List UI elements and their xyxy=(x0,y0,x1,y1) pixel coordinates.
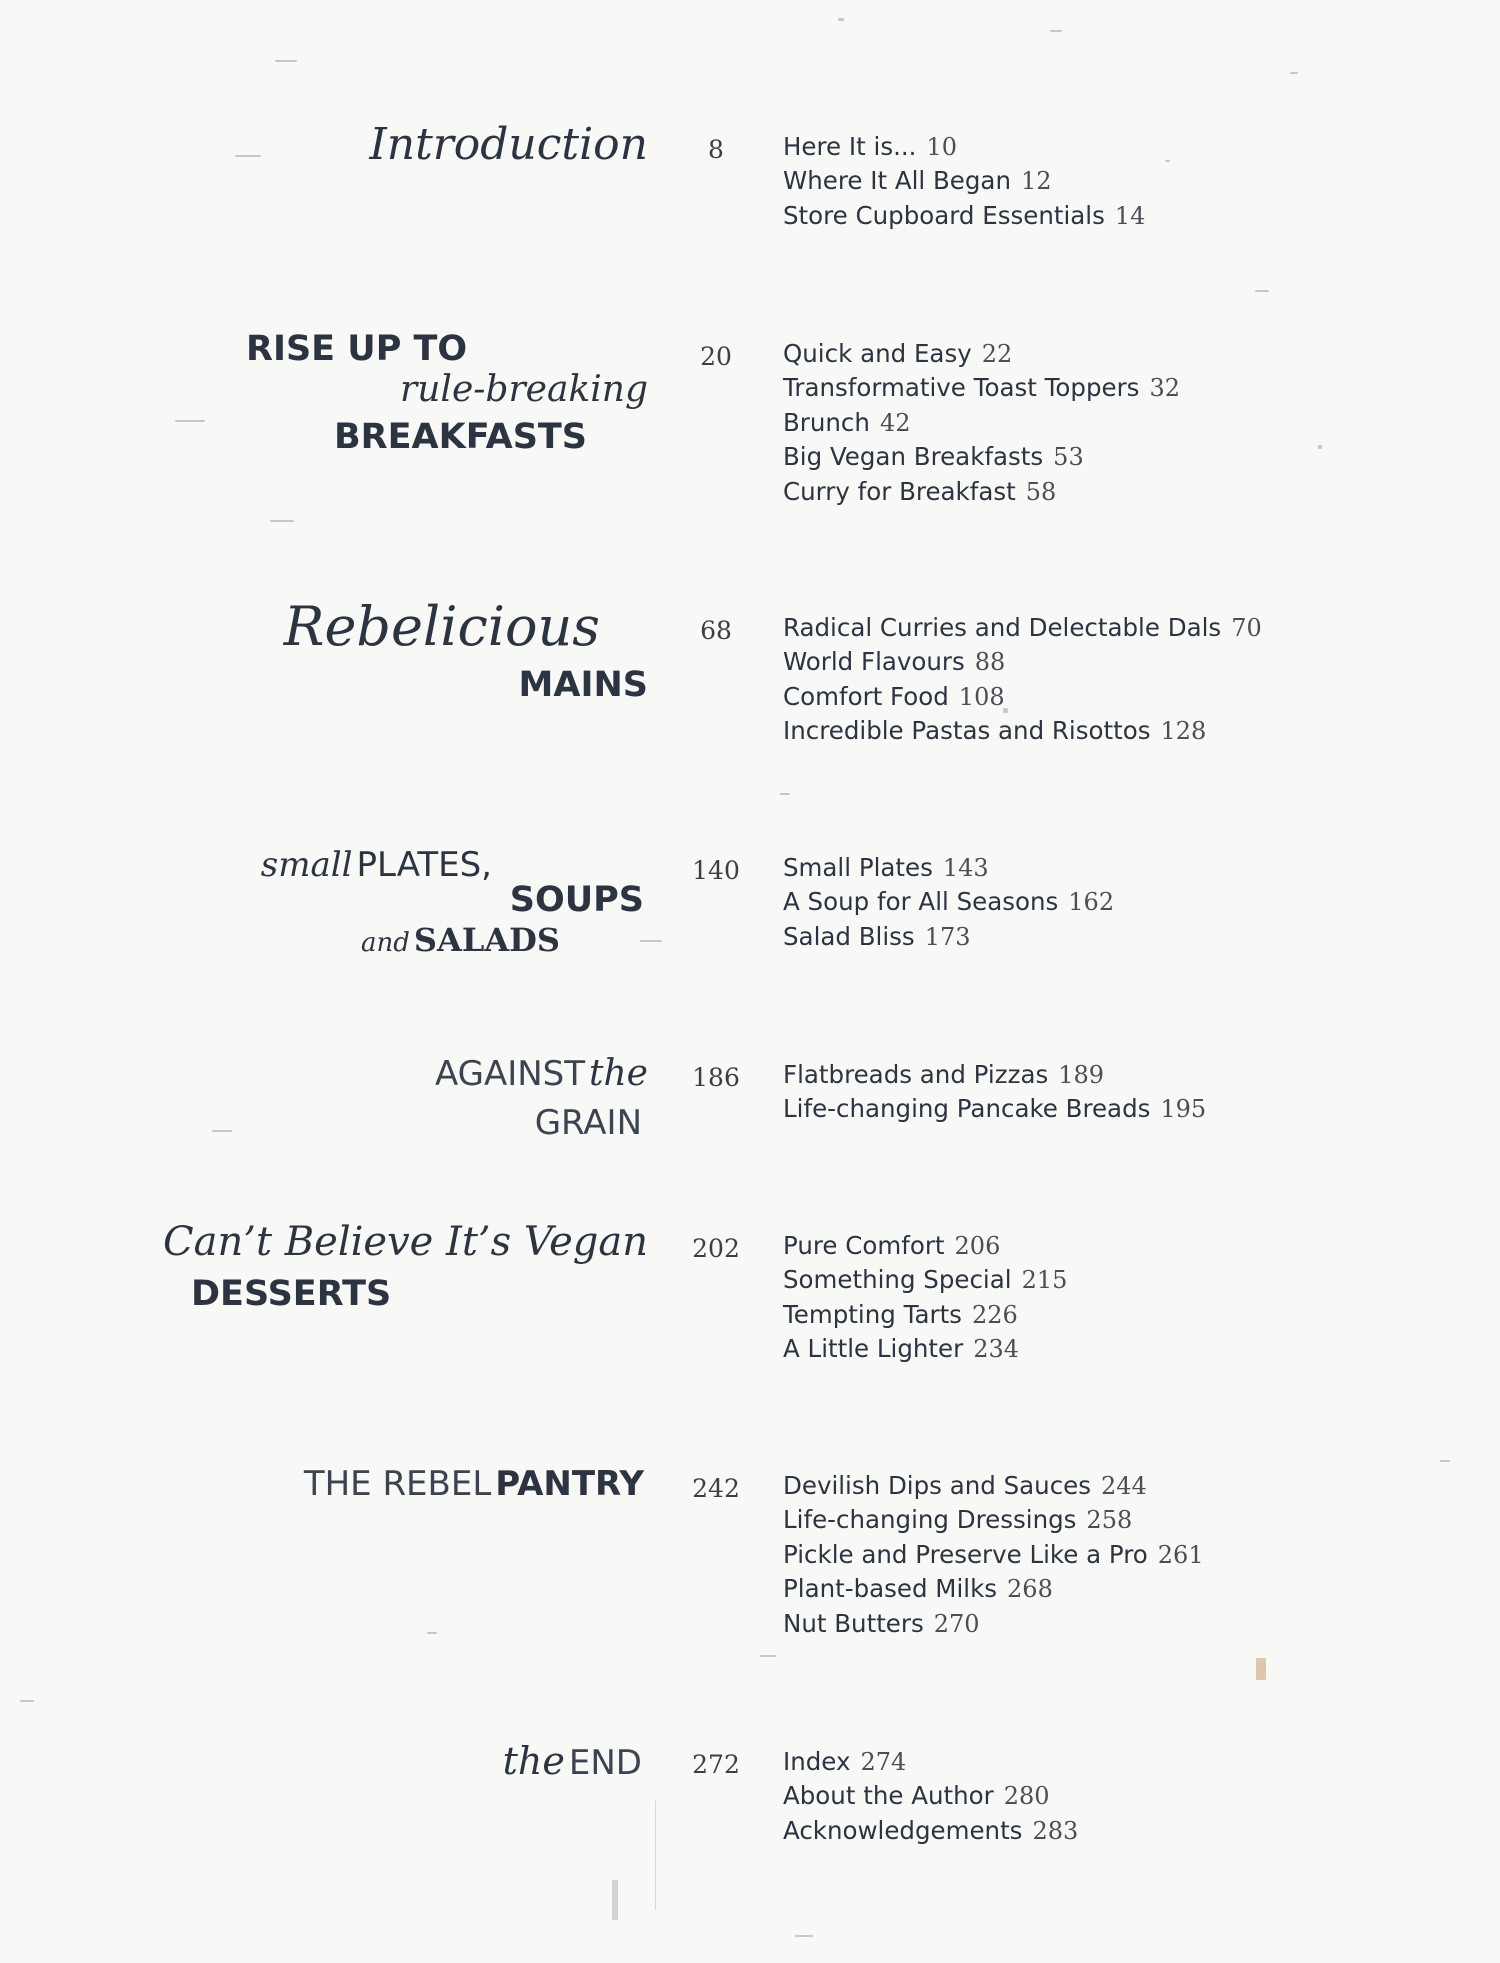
toc-entry[interactable]: Something Special 215 xyxy=(783,1265,1068,1295)
section-page-number: 272 xyxy=(692,1750,740,1779)
toc-entry[interactable]: Where It All Began 12 xyxy=(783,166,1052,196)
toc-entry[interactable]: Flatbreads and Pizzas 189 xyxy=(783,1060,1105,1089)
toc-entry[interactable]: Store Cupboard Essentials 14 xyxy=(783,200,1146,230)
section-page-number: 68 xyxy=(700,616,732,645)
toc-entry[interactable]: Incredible Pastas and Risottos 128 xyxy=(783,716,1207,746)
toc-entry[interactable]: Small Plates 143 xyxy=(783,853,989,882)
section-entry-list xyxy=(783,1058,1206,1127)
section-entry-list xyxy=(783,130,1145,233)
toc-entry[interactable]: Radical Curries and Delectable Dals 70 xyxy=(783,613,1262,642)
toc-entry[interactable]: Life-changing Dressings 258 xyxy=(783,1505,1133,1535)
section-title-line: the END xyxy=(502,1739,642,1783)
section-page-number: 8 xyxy=(708,135,724,164)
toc-entry[interactable]: Here It is... 10 xyxy=(783,132,957,161)
section-title-line: Can’t Believe It’s Vegan xyxy=(163,1219,648,1265)
toc-entry[interactable]: Devilish Dips and Sauces 244 xyxy=(783,1471,1147,1500)
section-page-number: 140 xyxy=(692,856,740,885)
toc-entry[interactable]: A Little Lighter 234 xyxy=(783,1334,1019,1364)
section-title-line: rule-breaking xyxy=(400,369,648,410)
section-title-line: THE REBEL PANTRY xyxy=(303,1464,644,1504)
section-entry-list xyxy=(783,1229,1067,1367)
section-title-line: SOUPS xyxy=(509,880,644,920)
toc-entry[interactable]: World Flavours 88 xyxy=(783,647,1006,677)
toc-entry[interactable]: About the Author 280 xyxy=(783,1781,1050,1811)
toc-entry[interactable]: Brunch 42 xyxy=(783,407,911,437)
toc-entry[interactable]: Comfort Food 108 xyxy=(783,681,1005,711)
section-title-line: BREAKFASTS xyxy=(333,417,587,457)
section-page-number: 202 xyxy=(692,1234,740,1263)
toc-entry[interactable]: Pure Comfort 206 xyxy=(783,1231,1001,1260)
section-page-number: 186 xyxy=(692,1063,740,1092)
toc-entry[interactable]: Salad Bliss 173 xyxy=(783,921,971,951)
toc-entry[interactable]: Plant-based Milks 268 xyxy=(783,1574,1053,1604)
toc-entry[interactable]: Tempting Tarts 226 xyxy=(783,1299,1018,1329)
section-title-line: RISE UP TO xyxy=(246,329,468,369)
section-title-line: and SALADS xyxy=(360,921,560,959)
section-entry-list xyxy=(783,611,1262,749)
section-entry-list xyxy=(783,1469,1204,1641)
toc-entry[interactable]: Acknowledgements 283 xyxy=(783,1815,1079,1845)
section-title-line: AGAINST the xyxy=(434,1053,648,1094)
toc-entry[interactable]: Curry for Breakfast 58 xyxy=(783,476,1057,506)
section-title-text: Introduction xyxy=(369,119,648,170)
toc-entry[interactable]: Nut Butters 270 xyxy=(783,1608,980,1638)
section-title-line: GRAIN xyxy=(534,1103,642,1143)
toc-entry[interactable]: Transformative Toast Toppers 32 xyxy=(783,373,1180,403)
toc-entry[interactable]: Index 274 xyxy=(783,1747,907,1776)
section-page-number: 242 xyxy=(692,1474,740,1503)
section-page-number: 20 xyxy=(700,342,732,371)
section-title-line: MAINS xyxy=(518,665,648,705)
toc-entry[interactable]: Pickle and Preserve Like a Pro 261 xyxy=(783,1539,1204,1569)
section-title-line: small PLATES, xyxy=(260,845,492,885)
toc-entry[interactable]: A Soup for All Seasons 162 xyxy=(783,887,1115,917)
section-title-line: DESSERTS xyxy=(191,1274,392,1314)
section-title xyxy=(369,119,648,170)
section-entry-list xyxy=(783,337,1180,509)
toc-entry[interactable]: Quick and Easy 22 xyxy=(783,339,1013,368)
section-entry-list xyxy=(783,851,1114,954)
toc-entry[interactable]: Big Vegan Breakfasts 53 xyxy=(783,442,1084,472)
section-entry-list xyxy=(783,1745,1078,1848)
toc-entry[interactable]: Life-changing Pancake Breads 195 xyxy=(783,1094,1207,1124)
section-title-line: Rebelicious xyxy=(283,595,600,658)
